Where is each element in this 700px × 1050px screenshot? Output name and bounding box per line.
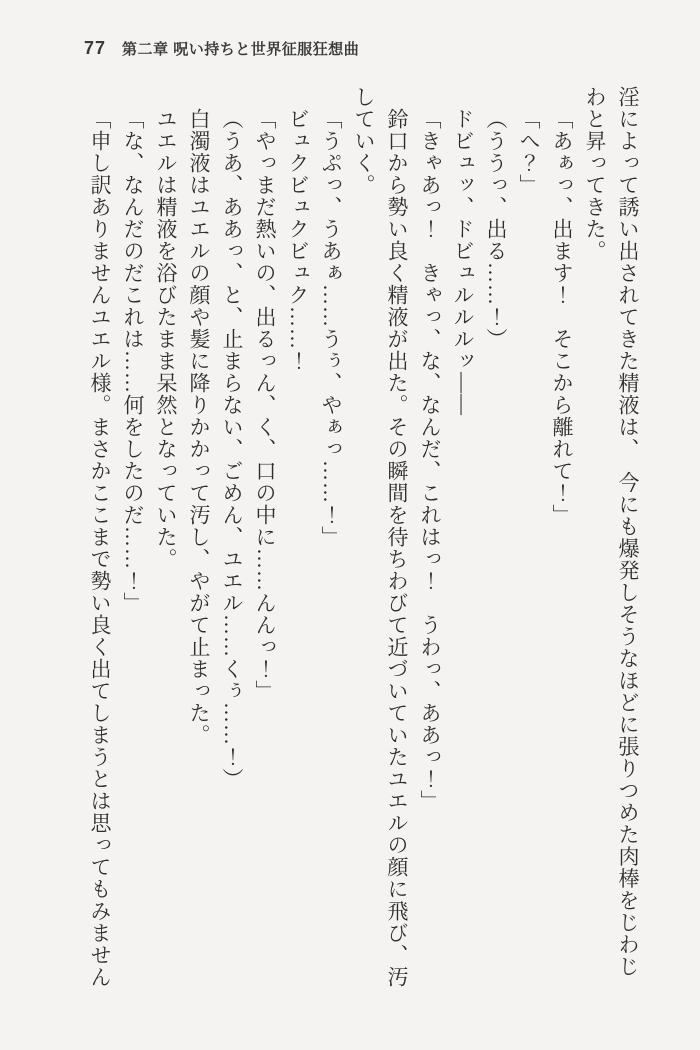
paragraph: 「やっまだ熱いの、出るっん、く、口の中に……んんっ！」 — [253, 108, 277, 702]
paragraph: 淫によって誘い出されてきた精液は、 今にも爆発しそうなほどに張りつめた肉棒をじわじわと昇ってきた。 — [583, 86, 640, 978]
paragraph: 「な、なんだのだこれは……何をしたのだ……！」 — [121, 108, 145, 614]
paragraph: 「あぁっ、出ます！ そこから離れて！」 — [550, 108, 574, 526]
page-number: 77 — [84, 38, 107, 58]
paragraph: （うあ、ああっ、と、止まらない、ごめん、ユエル……くぅ……！） — [220, 108, 244, 790]
paragraph: 「うぷっ、うあぁ……うぅ、やぁっ……！」 — [319, 108, 343, 548]
paragraph: 「へ？」 — [517, 108, 541, 196]
text-body — [80, 86, 644, 992]
paragraph: 白濁液はユエルの顔や髪に降りかかって汚し、やがて止まった。 — [187, 108, 211, 746]
running-header — [84, 38, 359, 59]
paragraph: 鈴口から勢い良く精液が出た。その瞬間を待ちわびて近づいていたユエルの顔に飛び、汚していく。 — [352, 86, 409, 988]
paragraph: ビュクビュクビュク……！ — [286, 108, 310, 372]
chapter-title: 第二章 呪い持ちと世界征服狂想曲 — [122, 41, 360, 58]
paragraph: ドビュッ、ドビュルルルッ―― — [451, 108, 475, 416]
paragraph: ユエルは精液を浴びたまま呆然となっていた。 — [154, 108, 178, 570]
paragraph: （ううっ、出る……！） — [484, 108, 508, 350]
paragraph: 「申し訳ありませんユエル様。まさかここまで勢い良く出てしまうとは思ってもみません — [88, 108, 112, 988]
paragraph: 「きゃあっ！ きゃっ、な、なんだ、これはっ！ うわっ、ああっ！」 — [418, 108, 442, 812]
